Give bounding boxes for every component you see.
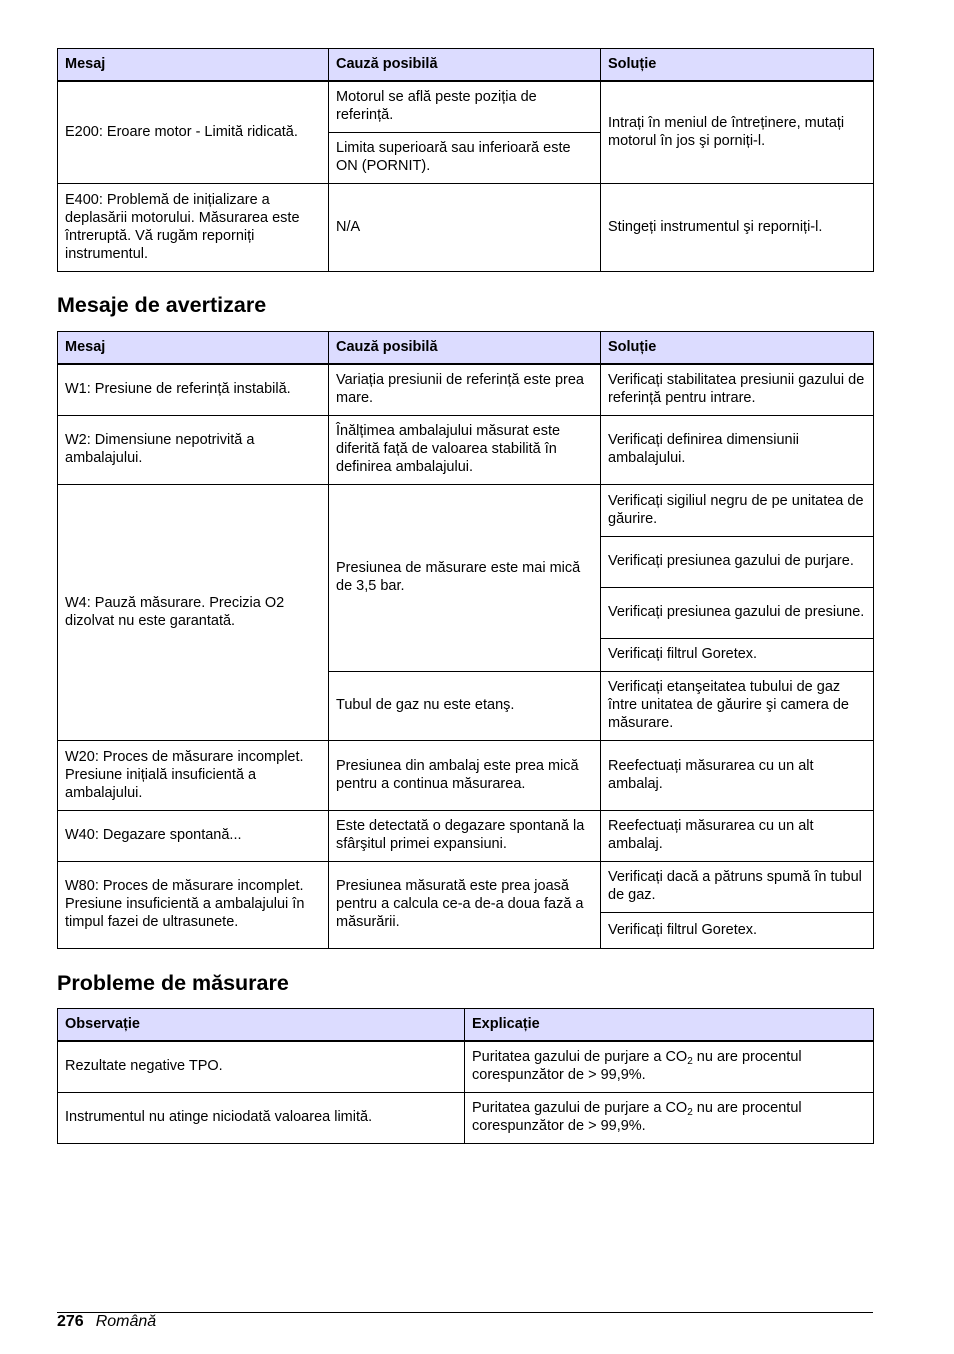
subscript: 2 xyxy=(687,1107,693,1118)
header-cause: Cauză posibilă xyxy=(329,332,601,365)
table-row xyxy=(58,740,874,810)
solution-cell: Verificați filtrul Goretex. xyxy=(601,912,874,948)
header-observation: Observație xyxy=(58,1009,465,1042)
solution-cell: Verificați filtrul Goretex. xyxy=(601,638,874,671)
observation-cell: Rezultate negative TPO. xyxy=(58,1041,465,1092)
solution-cell: Verificați presiunea gazului de purjare. xyxy=(601,536,874,587)
cause-cell: Tubul de gaz nu este etanş. xyxy=(329,671,601,740)
explanation-text: Puritatea gazului de purjare a CO xyxy=(472,1049,688,1066)
message-cell: E400: Problemă de inițializare a deplasării motorului. Măsurarea este întreruptă. Vă rugăm reporniți instrumentul. xyxy=(58,183,329,271)
solution-cell: Reefectuați măsurarea cu un alt ambalaj. xyxy=(601,810,874,861)
message-cell: W20: Proces de măsurare incomplet. Presiune inițială insuficientă a ambalajului. xyxy=(58,740,329,810)
cause-cell: Presiunea măsurată este prea joasă pentru a calcula ce-a de-a doua fază a măsurării. xyxy=(329,861,601,948)
solution-cell: Intrați în meniul de întreținere, mutați motorul în jos şi porniți-l. xyxy=(601,81,874,183)
solution-cell: Verificați presiunea gazului de presiune. xyxy=(601,587,874,638)
warnings-heading: Mesaje de avertizare xyxy=(57,293,267,317)
measurement-heading: Probleme de măsurare xyxy=(57,971,289,995)
table-row xyxy=(58,415,874,484)
explanation-text: nu are procentul corespunzător de > 99,9%. xyxy=(472,1100,802,1134)
table-header-row xyxy=(58,49,874,82)
cause-cell: Presiunea din ambalaj este prea mică pentru a continua măsurarea. xyxy=(329,740,601,810)
explanation-text: nu are procentul corespunzător de > 99,9%. xyxy=(472,1049,802,1084)
header-message: Mesaj xyxy=(58,49,329,82)
solution-cell: Verificați etanşeitatea tubului de gaz între unitatea de găurire şi camera de măsurare. xyxy=(601,671,874,740)
solution-cell: Verificați stabilitatea presiunii gazului de referință pentru intrare. xyxy=(601,364,874,415)
message-cell: E200: Eroare motor - Limită ridicată. xyxy=(58,81,329,183)
cause-cell: Limita superioară sau inferioară este ON (PORNIT). xyxy=(329,132,601,183)
table-row xyxy=(58,364,874,415)
solution-cell: Verificați sigiliul negru de pe unitatea de găurire. xyxy=(601,484,874,536)
solution-cell: Verificați definirea dimensiunii ambalajului. xyxy=(601,415,874,484)
cause-cell: Este detectată o degazare spontană la sfârşitul primei expansiuni. xyxy=(329,810,601,861)
table-row xyxy=(58,810,874,861)
observation-cell: Instrumentul nu atinge niciodată valoarea limită. xyxy=(58,1092,465,1143)
explanation-cell xyxy=(465,1092,874,1143)
table-row xyxy=(58,861,874,912)
cause-cell: Motorul se află peste poziția de referință. xyxy=(329,81,601,132)
message-cell: W4: Pauză măsurare. Precizia O2 dizolvat nu este garantată. xyxy=(58,484,329,740)
table-row xyxy=(58,484,874,536)
header-solution: Soluție xyxy=(601,49,874,82)
solution-cell: Stingeți instrumentul şi reporniți-l. xyxy=(601,183,874,271)
message-cell: W40: Degazare spontană... xyxy=(58,810,329,861)
warnings-table xyxy=(57,331,874,949)
page-number: 276 xyxy=(57,1313,84,1330)
footer-language: Română xyxy=(95,1313,157,1330)
message-cell: W80: Proces de măsurare incomplet. Presiune insuficientă a ambalajului în timpul fazei de ultrasunete. xyxy=(58,861,329,948)
header-message: Mesaj xyxy=(58,332,329,365)
footer-divider xyxy=(57,1312,873,1313)
message-cell: W1: Presiune de referință instabilă. xyxy=(58,364,329,415)
table-row xyxy=(58,1092,874,1143)
table-header-row xyxy=(58,332,874,365)
header-explanation: Explicație xyxy=(465,1009,874,1042)
message-cell: W2: Dimensiune nepotrivită a ambalajului. xyxy=(58,415,329,484)
cause-cell: Variația presiunii de referință este prea mare. xyxy=(329,364,601,415)
explanation-text: Puritatea gazului de purjare a CO xyxy=(472,1100,688,1116)
table-header-row xyxy=(58,1009,874,1042)
subscript: 2 xyxy=(687,1056,693,1068)
cause-cell: Înălțimea ambalajului măsurat este diferită față de valoarea stabilită în definirea ambalajului. xyxy=(329,415,601,484)
solution-cell: Reefectuați măsurarea cu un alt ambalaj. xyxy=(601,740,874,810)
table-row xyxy=(58,81,874,132)
cause-cell: N/A xyxy=(329,183,601,271)
solution-cell: Verificați dacă a pătruns spumă în tubul de gaz. xyxy=(601,861,874,912)
page-footer xyxy=(57,1312,156,1332)
explanation-cell xyxy=(465,1041,874,1092)
measurement-table xyxy=(57,1008,874,1144)
table-row xyxy=(58,1041,874,1092)
errors-table xyxy=(57,48,874,272)
cause-cell: Presiunea de măsurare este mai mică de 3,5 bar. xyxy=(329,484,601,671)
table-row xyxy=(58,183,874,271)
header-cause: Cauză posibilă xyxy=(329,49,601,82)
header-solution: Soluție xyxy=(601,332,874,365)
